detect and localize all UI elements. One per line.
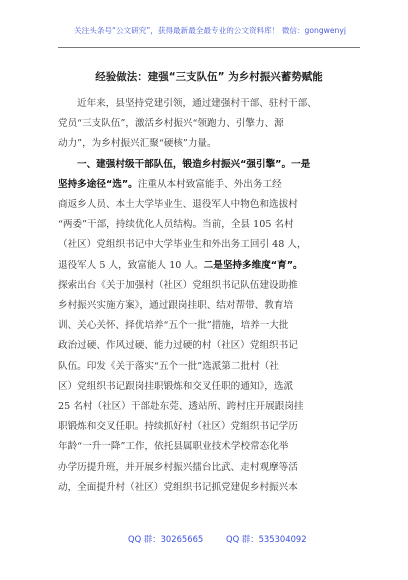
- footer-qq-group-2: QQ 群：535304092: [226, 534, 307, 544]
- text-line: [58, 175, 360, 195]
- text-fragment: 注重从本村致富能手、外出务工经: [137, 178, 282, 190]
- text-line: （社区）党组织书记中大学毕业生和外出务工回引 48 人，: [58, 239, 307, 251]
- document-body: [58, 94, 360, 498]
- text-line: 商返乡人员、本土大学毕业生、退役军人中物色和选拔村: [58, 199, 298, 211]
- subpoint-2-heading: 二是坚持多维度“育”。: [203, 259, 303, 271]
- footer-qq-group-1: QQ 群：30265665: [128, 534, 204, 544]
- subpoint-1-heading: 坚持多途径“选”。: [58, 178, 138, 190]
- text-line: 动力”，为乡村振兴汇聚“硬核”力量。: [58, 138, 217, 150]
- text-line: 乡村振兴实施方案》，通过跟岗挂职、结对帮带、教育培: [58, 300, 294, 312]
- header-divider: [58, 47, 360, 48]
- text-line: 近年来，县坚持党建引领，通过建强村干部、驻村干部、: [77, 98, 317, 109]
- text-line: 职锻炼和交叉任职。持续抓好村（社区）党组织书记学历: [58, 421, 298, 433]
- text-line: “两委”干部，持续优化人员结构。当前，全县 105 名村: [58, 219, 294, 231]
- text-line: 区）党组织书记跟岗挂职锻炼和交叉任职的通知》，选派: [58, 380, 294, 392]
- text-line: 动，全面提升村（社区）党组织书记抓党建促乡村振兴本: [58, 481, 298, 493]
- text-line: 办学历提升班，并开展乡村振兴擂台比武、走村观摩等活: [58, 461, 298, 473]
- text-line: 队伍。印发《关于落实“五个一批”选派第二批村（社: [58, 360, 279, 372]
- text-line: 训、关心关怀、择优培养“五个一批”措施，培养一大批: [58, 320, 289, 332]
- text-line: 探索出台《关于加强村（社区）党组织书记队伍建设助推: [58, 279, 298, 291]
- section-1-heading: 一、建强村级干部队伍，锻造乡村振兴“强引擎”。一是: [77, 158, 311, 170]
- document-title: 经验做法：建强“三支队伍” 为乡村振兴蓄势赋能: [95, 71, 323, 83]
- header-banner: 关注头条号“公文研究”，获得最新最全最专业的公文资料库！ 微信：gongwenyj: [74, 26, 346, 35]
- text-line: 党员“三支队伍”，激活乡村振兴“领跑力、引擎力、源: [58, 118, 284, 130]
- text-line: 25 名村（社区）干部赴东莞、透站所、跨村庄开展跟岗挂: [58, 401, 304, 413]
- text-line: 政治过硬、作风过硬、能力过硬的村（社区）党组织书记: [58, 340, 298, 352]
- text-line: [58, 256, 360, 276]
- intro-paragraph: [58, 94, 360, 155]
- section-1-paragraph: [58, 155, 360, 498]
- text-line: 年龄“一升一降”工作，依托县属职业技术学校常态化举: [58, 441, 289, 453]
- text-fragment: 退役军人 5 人，致富能人 10 人。: [58, 259, 204, 271]
